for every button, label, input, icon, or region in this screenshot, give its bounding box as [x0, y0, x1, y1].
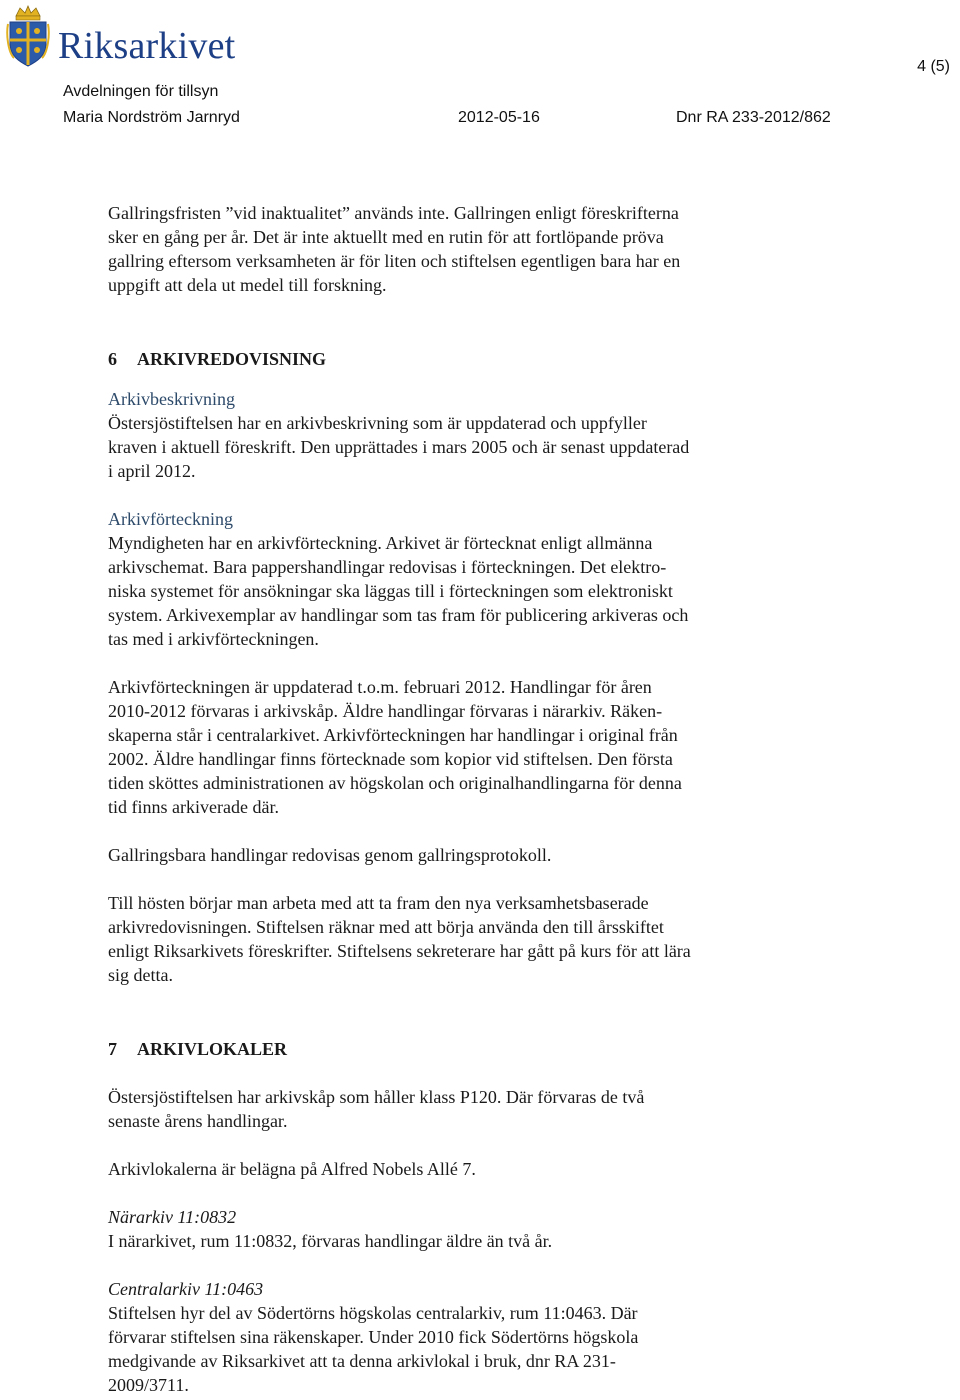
paragraph [108, 411, 788, 483]
text-line: Myndigheten har en arkivförteckning. Arkivet är förtecknat enligt allmänna [108, 533, 653, 553]
text-line: Gallringsbara handlingar redovisas genom gallringsprotokoll. [108, 845, 552, 865]
text-line: arkivschemat. Bara pappershandlingar redovisas i förteckningen. Det elektro- [108, 557, 667, 577]
subheading-nararkiv: Närarkiv 11:0832 [108, 1207, 237, 1227]
section-heading-6 [108, 347, 788, 371]
text-line: i april 2012. [108, 461, 196, 481]
text-line: sker en gång per år. Det är inte aktuellt med en rutin för att fortlöpande pröva [108, 227, 664, 247]
subheading-arkivbeskrivning: Arkivbeskrivning [108, 389, 235, 409]
paragraph [108, 891, 788, 987]
text-line: 2009/3711. [108, 1375, 189, 1395]
author-name: Maria Nordström Jarnryd [63, 109, 240, 126]
paragraph [108, 1085, 788, 1133]
section-number: 7 [108, 1039, 117, 1059]
coat-of-arms-icon [6, 4, 50, 68]
text-line: Östersjöstiftelsen har en arkivbeskrivning som är uppdaterad och uppfyller [108, 413, 647, 433]
text-line: kraven i aktuell föreskrift. Den upprättades i mars 2005 och är senast uppdaterad [108, 437, 690, 457]
text-line: senaste årens handlingar. [108, 1111, 288, 1131]
text-line: tas med i arkivförteckningen. [108, 629, 319, 649]
text-line: sig detta. [108, 965, 173, 985]
subheading-centralarkiv: Centralarkiv 11:0463 [108, 1279, 264, 1299]
text-line: arkivredovisningen. Stiftelsen räknar med att börja använda den till årsskiftet [108, 917, 664, 937]
text-line: gallring eftersom verksamheten är för liten och stiftelsen egentligen bara har en [108, 251, 681, 271]
paragraph [108, 531, 788, 651]
text-line: Östersjöstiftelsen har arkivskåp som håller klass P120. Där förvaras de två [108, 1087, 645, 1107]
text-line: Arkivlokalerna är belägna på Alfred Nobels Allé 7. [108, 1159, 476, 1179]
paragraph [108, 675, 788, 819]
intro-paragraph [108, 201, 788, 297]
text-line: Till hösten börjar man arbeta med att ta fram den nya verksamhetsbaserade [108, 893, 649, 913]
paragraph [108, 1301, 788, 1397]
section-number: 6 [108, 349, 117, 369]
subheading-arkivforteckning: Arkivförteckning [108, 509, 233, 529]
text-line: skaperna står i centralarkivet. Arkivförteckningen har handlingar i original från [108, 725, 678, 745]
text-line: Gallringsfristen ”vid inaktualitet” används inte. Gallringen enligt föreskrifterna [108, 203, 679, 223]
text-line: Arkivförteckningen är uppdaterad t.o.m. februari 2012. Handlingar för åren [108, 677, 652, 697]
text-line: 2002. Äldre handlingar finns förtecknade som kopior vid stiftelsen. Den första [108, 749, 673, 769]
text-line: system. Arkivexemplar av handlingar som tas fram för publicering arkiveras och [108, 605, 689, 625]
paragraph [108, 1157, 788, 1181]
brand-wordmark: Riksarkivet [58, 25, 236, 67]
text-line: uppgift att dela ut medel till forskning. [108, 275, 387, 295]
text-line: tiden sköttes administrationen av högskolan och originalhandlingarna för denna [108, 773, 682, 793]
page-number: 4 (5) [917, 58, 950, 75]
text-line: Stiftelsen hyr del av Södertörns högskolas centralarkiv, rum 11:0463. Där [108, 1303, 638, 1323]
paragraph [108, 1229, 788, 1253]
department-name: Avdelningen för tillsyn [63, 83, 219, 100]
section-title: ARKIVREDOVISNING [137, 349, 327, 369]
section-title: ARKIVLOKALER [137, 1039, 288, 1059]
text-line: enligt Riksarkivets föreskrifter. Stiftelsens sekreterare har gått på kurs för att lära [108, 941, 691, 961]
document-dnr: Dnr RA 233-2012/862 [676, 109, 831, 126]
paragraph [108, 843, 788, 867]
text-line: förvarar stiftelsen sina räkenskaper. Under 2010 fick Södertörns högskola [108, 1327, 639, 1347]
text-line: I närarkivet, rum 11:0832, förvaras handlingar äldre än två år. [108, 1231, 553, 1251]
document-body [108, 201, 788, 1397]
document-date: 2012-05-16 [458, 109, 540, 126]
text-line: tid finns arkiverade där. [108, 797, 279, 817]
section-heading-7 [108, 1037, 788, 1061]
text-line: niska systemet för ansökningar ska läggas till i förteckningen som elektroniskt [108, 581, 673, 601]
text-line: 2010-2012 förvaras i arkivskåp. Äldre handlingar förvaras i närarkiv. Räken- [108, 701, 663, 721]
text-line: medgivande av Riksarkivet att ta denna arkivlokal i bruk, dnr RA 231- [108, 1351, 616, 1371]
